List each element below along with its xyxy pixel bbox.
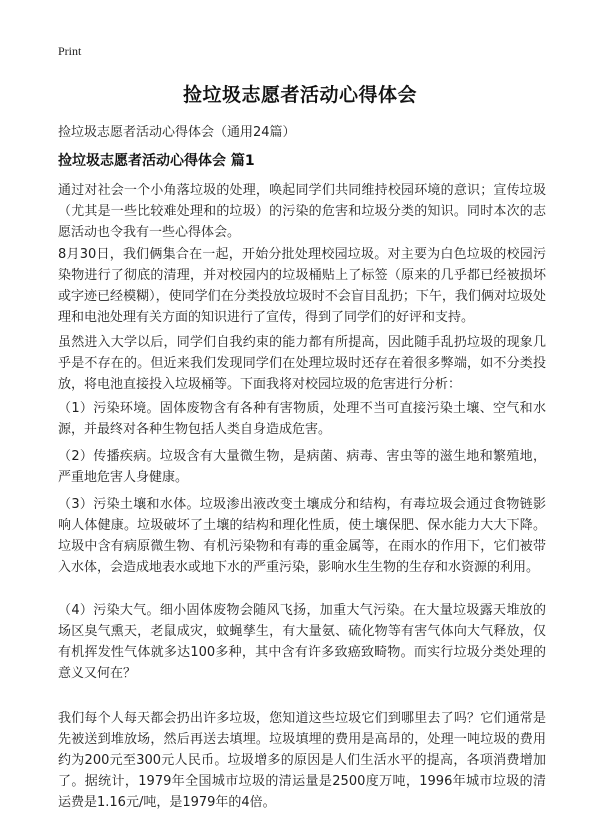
paragraph-activity: 8月30日，我们俩集合在一起，开始分批处理校园垃圾。对主要为白色垃圾的校园污染物进行了彻底的清理，并对校园内的垃圾桶贴上了标签（原来的几乎都已经被损坏或字迹已经模糊），使同学们在分类投放垃圾时不会盲目乱扔；下午，我们俩对垃圾处理和电池处理有关方面的知识进行了宣传，得到了同学们的好评和支持。 [58, 247, 546, 325]
section-heading: 捡垃圾志愿者活动心得体会 篇1 [58, 153, 255, 169]
paragraph-statistics: 我们每个人每天都会扔出许多垃圾，您知道这些垃圾它们到哪里去了吗？它们通常是先被送到堆放场，然后再送去填埋。垃圾填埋的费用是高昂的，处理一吨垃圾的费用约为200元至300元人民币。垃圾增多的原因是人们生活水平的提高，各项消费增加了。据统计，1979年全国城市垃圾的清运量是2500度万吨，1996年城市垃圾的清运费是1.16元/吨，是1979年的4倍。 [58, 711, 546, 810]
paragraph-point-3: （3）污染土壤和水体。垃圾渗出液改变土壤成分和结构，有毒垃圾会通过食物链影响人体健康。垃圾破坏了土壤的结构和理化性质，使土壤保肥、保水能力大大下降。垃圾中含有病原微生物、有机污染物和有毒的重金属等，在雨水的作用下，它们被带入水体，会造成地表水或地下水的严重污染，影响水生生物的生存和水资源的利用。 [58, 497, 546, 575]
paragraph-point-1: （1）污染环境。固体废物含有各种有害物质，处理不当可直接污染土壤、空气和水源，并最终对各种生物包括人类自身造成危害。 [58, 401, 546, 437]
print-label[interactable]: Print [58, 44, 82, 58]
paragraph-point-4: （4）污染大气。细小固体废物会随风飞扬，加重大气污染。在大量垃圾露天堆放的场区臭气熏天，老鼠成灾，蚊蝇孳生，有大量氨、硫化物等有害气体向大气释放，仅有机挥发性气体就多达100多种，其中含有许多致癌致畸物。而实行垃圾分类处理的意义又何在？ [58, 603, 546, 681]
paragraph-intro: 通过对社会一个小角落垃圾的处理，唤起同学们共同维持校园环境的意识；宣传垃圾（尤其是一些比较难处理和的垃圾）的污染的危害和垃圾分类的知识。同时本次的志愿活动也令我有一些心得体会。 [58, 183, 546, 240]
page-title: 捡垃圾志愿者活动心得体会 [182, 84, 417, 106]
paragraph-point-2: （2）传播疾病。垃圾含有大量微生物，是病菌、病毒、害虫等的滋生地和繁殖地，严重地危害人身健康。 [58, 449, 546, 485]
document-subtitle: 捡垃圾志愿者活动心得体会（通用24篇） [58, 125, 296, 140]
paragraph-analysis: 虽然进入大学以后，同学们自我约束的能力都有所提高，因此随手乱扔垃圾的现象几乎是不存在的。但近来我们发现同学们在处理垃圾时还存在着很多弊端，如不分类投放，将电池直接投入垃圾桶等。下面我将对校园垃圾的危害进行分析： [58, 335, 546, 392]
